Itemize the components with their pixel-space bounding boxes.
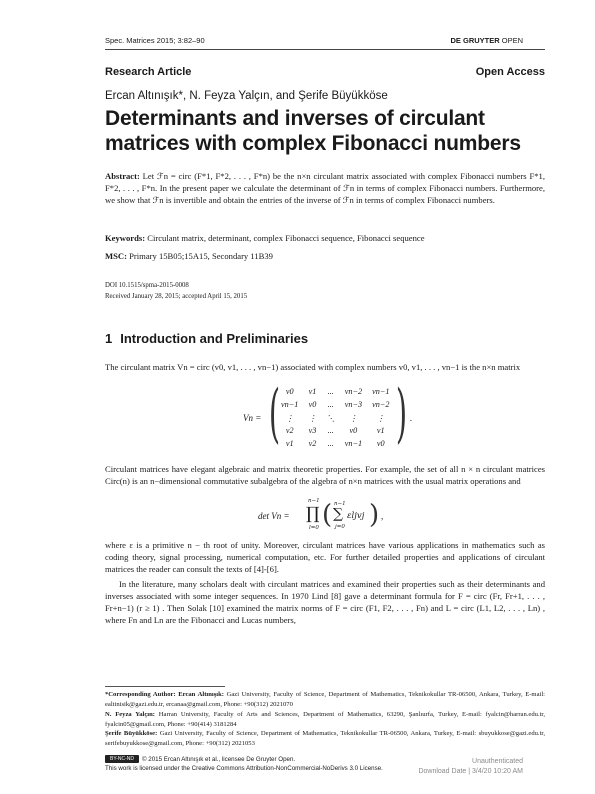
prod-upper: n−1 <box>308 498 320 504</box>
matrix-cell: ... <box>327 426 334 435</box>
prod-lower: l=0 <box>309 525 319 531</box>
footnote-text: Gazi University, Faculty of Science, Department of Mathematics, Teknikokullar TR-06500, Ankara, Turkey, E-mail: ealtinisik@gazi.edu.tr, ercanaa@gmail.com, Phone: +90(312) 2021070 <box>105 691 545 708</box>
publisher-open: OPEN <box>499 36 523 45</box>
abstract-label: Abstract: <box>105 171 140 181</box>
intro-paragraph-3: where ε is a primitive n − th root of unity. Moreover, circulant matrices have various applications in mathematics such as coding theory, signal processing, numerical computation, etc. For further detailed properties and applications of circulant matrices the reader can consult the texts of [4]-[6]. <box>105 540 545 574</box>
keywords <box>105 232 545 244</box>
section-title: Introduction and Preliminaries <box>120 331 309 346</box>
matrix-lhs: Vn = <box>243 413 262 423</box>
matrix-cell: vn−1 <box>281 400 299 409</box>
abstract-text: Let ℱn = circ (F*1, F*2, . . . , F*n) be the n×n circulant matrix associated with complex Fibonacci numbers F*1, F*2, . . . , F*n. In the present paper we calculate the determinant of ℱn in terms of complex Fibonacci numbers. Furthermore, we show that ℱn is invertible and obtain the entries of the inverse of ℱn in terms of complex Fibonacci numbers. <box>105 171 545 205</box>
matrix-cell: ⋮ <box>349 413 358 423</box>
sum-term: εljvj <box>347 511 365 521</box>
footnote-name: N. Feyza Yalçın: <box>105 711 155 718</box>
sum-lower: j=0 <box>335 524 345 530</box>
matrix-cell: vn−1 <box>372 387 390 396</box>
footnote-text: Gazi University, Faculty of Science, Department of Mathematics, Teknikokullar TR-06500, Ankara, Turkey, E-mail: sbuyukkose@gazi.edu.tr, serifebuyukkose@gmail.com, Phone: +90(312) 2021053 <box>105 730 545 747</box>
footnote-text: Harran University, Faculty of Arts and Sciences, Department of Mathematics, 63290, Şanlıurfa, Turkey, E-mail: fyalcin@harran.edu.tr, fyalcin05@gmail.com, Phone: +90(414) 3181284 <box>105 711 546 728</box>
author-list: Ercan Altınışık*, N. Feyza Yalçın, and Şerife Büyükköse <box>105 90 388 102</box>
sum-upper: n−1 <box>334 501 346 507</box>
open-access-label: Open Access <box>475 66 545 78</box>
det-end: , <box>381 511 384 521</box>
matrix-cell: vn−3 <box>344 400 363 409</box>
footnote-author-2 <box>105 710 545 729</box>
right-paren-2: ) <box>369 500 380 530</box>
matrix-row <box>276 437 394 450</box>
matrix-cell: v1 <box>285 439 294 448</box>
matrix-row <box>276 424 394 437</box>
matrix-cell: v1 <box>308 387 317 396</box>
doi: DOI 10.1515/spma-2015-0008 <box>105 282 189 289</box>
matrix-cell: vn−2 <box>344 387 363 396</box>
circulant-matrix <box>276 385 394 450</box>
footnote-author-1 <box>105 690 545 709</box>
det-lhs: det Vn = <box>258 511 290 521</box>
publisher-name: DE GRUYTER <box>450 36 500 45</box>
unauthenticated-label: Unauthenticated <box>472 758 523 765</box>
matrix-cell: ... <box>327 387 334 396</box>
matrix-cell: v1 <box>376 426 385 435</box>
msc-text: Primary 15B05;15A15, Secondary 11B39 <box>126 251 273 261</box>
publisher-logo <box>450 36 523 45</box>
footnote-name: *Corresponding Author: Ercan Altınışık: <box>105 691 224 698</box>
footnote-name: Şerife Büyükköse: <box>105 730 158 737</box>
matrix-cell: vn−1 <box>344 439 363 448</box>
matrix-cell: v2 <box>308 439 317 448</box>
matrix-end: . <box>410 413 413 423</box>
matrix-cell: ⋱ <box>326 413 335 423</box>
sum-symbol: ∑ <box>333 506 343 522</box>
product-symbol: ∏ <box>306 504 320 524</box>
matrix-cell: v0 <box>285 387 294 396</box>
download-date: Download Date | 3/4/20 10:20 AM <box>418 768 523 775</box>
matrix-cell: v2 <box>285 426 294 435</box>
intro-paragraph-4: In the literature, many scholars dealt with circulant matrices and examined their properties such as their determinants and inverses associated with some integer sequences. In 1970 Lind [8] gave a determinant formula for F = circ (Fr, Fr+1, . . . , Fr+n−1) (r ≥ 1) . Then Solak [10] examined the matrix norms of F = circ (F1, F2, . . . , Fn) and L = circ (L1, L2, . . . , Ln) , where Fn and Ln are the Fibonacci and Lucas numbers, <box>105 579 545 625</box>
section-heading <box>105 331 308 346</box>
msc-label: MSC: <box>105 251 127 261</box>
section-number: 1 <box>105 331 113 346</box>
matrix-cell: vn−2 <box>372 400 390 409</box>
determinant-formula <box>258 498 398 536</box>
footnote-rule <box>105 686 225 687</box>
left-paren-2: ( <box>322 500 333 530</box>
matrix-cell: ⋮ <box>308 413 317 423</box>
keywords-text: Circulant matrix, determinant, complex Fibonacci sequence, Fibonacci sequence <box>145 233 425 243</box>
right-paren: ) <box>395 377 408 451</box>
matrix-row <box>276 398 394 411</box>
received-dates: Received January 28, 2015; accepted April 15, 2015 <box>105 293 248 300</box>
matrix-cell: v3 <box>308 426 317 435</box>
abstract <box>105 170 545 206</box>
msc-classification <box>105 250 545 262</box>
matrix-row <box>276 411 394 424</box>
footnote-author-3 <box>105 729 545 748</box>
intro-paragraph-1: The circulant matrix Vn = circ (v0, v1, . . . , vn−1) associated with complex numbers v0, v1, . . . , vn−1 is the n×n matrix <box>105 362 521 372</box>
article-type: Research Article <box>105 66 192 78</box>
matrix-cell: ⋮ <box>376 413 385 423</box>
header-rule <box>105 49 545 50</box>
matrix-cell: v0 <box>376 439 385 448</box>
journal-citation: Spec. Matrices 2015; 3:82–90 <box>105 36 205 45</box>
intro-paragraph-2: Circulant matrices have elegant algebraic and matrix theoretic properties. For example, the set of all n × n circulant matrices Circ(n) is an n−dimensional commutative subalgebra of the algebra of n×n matrices with the usual matrix operations and <box>105 464 545 486</box>
matrix-cell: ⋮ <box>285 413 294 423</box>
matrix-row <box>276 385 394 398</box>
paper-title: Determinants and inverses of circulant matrices with complex Fibonacci numbers <box>105 107 521 155</box>
license-statement: This work is licensed under the Creative Commons Attribution-NonCommercial-NoDerivs 3.0 License. <box>105 765 383 772</box>
matrix-table <box>276 385 394 450</box>
cc-license-badge[interactable]: BY-NC-ND <box>105 755 139 763</box>
matrix-cell: v0 <box>308 400 317 409</box>
left-paren: ( <box>268 377 281 451</box>
keywords-label: Keywords: <box>105 233 146 243</box>
matrix-cell: v0 <box>349 426 358 435</box>
matrix-cell: ... <box>327 400 334 409</box>
license-copyright: © 2015 Ercan Altınışık et al., licensee De Gruyter Open. <box>142 756 296 763</box>
matrix-cell: ... <box>327 439 334 448</box>
